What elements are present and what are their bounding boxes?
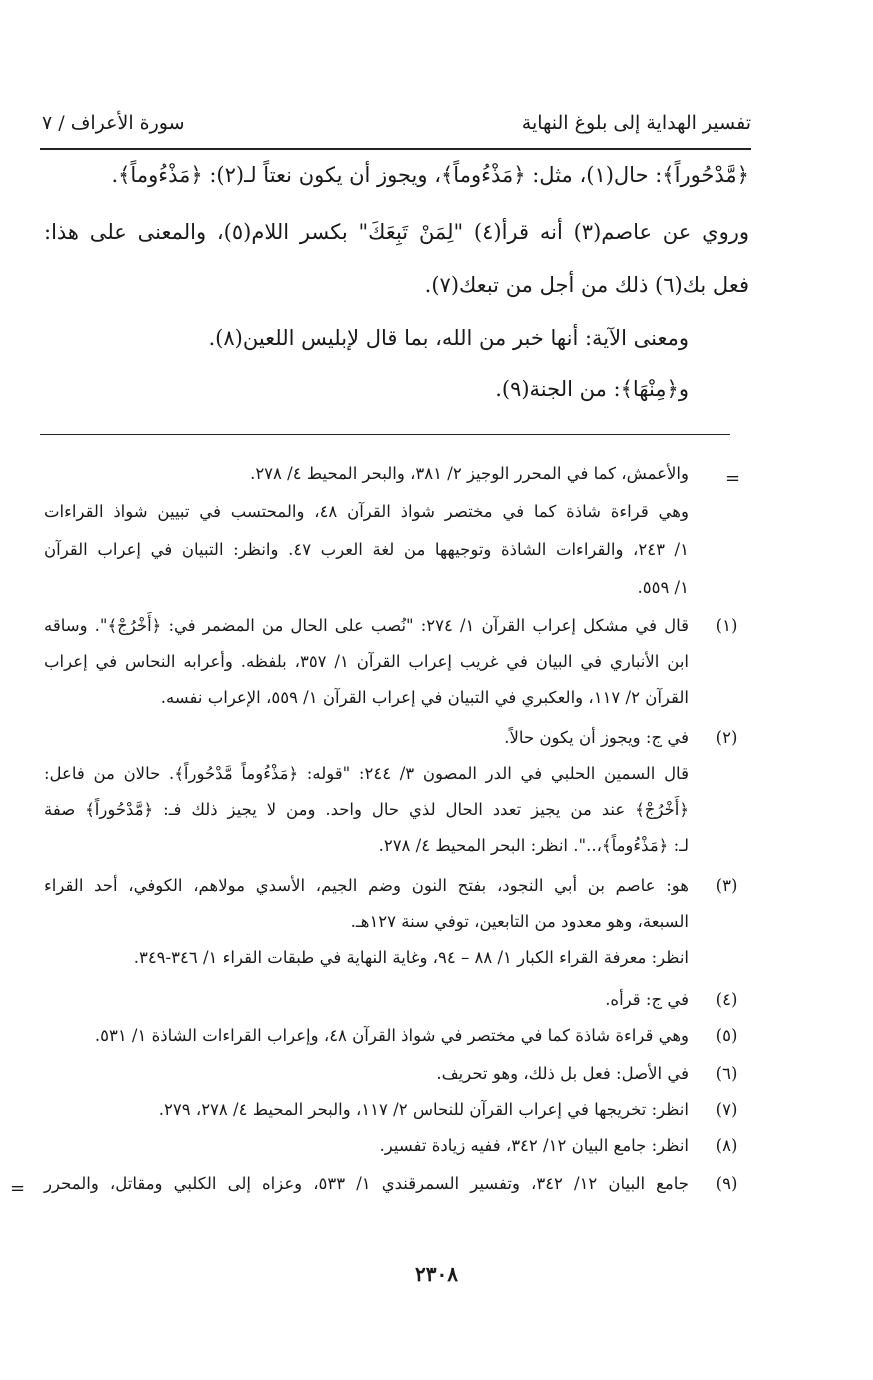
footnote-number: (٦) [715, 1064, 738, 1083]
footnote-line: في الأصل: فعل بل ذلك، وهو تحريف. [436, 1064, 689, 1083]
footnote-line: ﴿أَخْرُجْ﴾ عند من يجيز تعدد الحال لذي حال واحد. ومن لا يجيز ذلك فـ: ﴿مَّدْحُوراً﴾ صفة [44, 800, 689, 819]
footnote-separator [40, 434, 730, 435]
footnote-line: في ج: قرأه. [605, 990, 689, 1009]
continuation-mark: = [725, 468, 741, 489]
book-title: تفسير الهداية إلى بلوغ النهاية [521, 112, 751, 134]
footnote-line: وهي قراءة شاذة كما في مختصر في شواذ القرآن ٤٨، وإعراب القراءات الشاذة ١/ ٥٣١. [94, 1026, 689, 1045]
footnote-line: والأعمش، كما في المحرر الوجيز ٢/ ٣٨١، والبحر المحيط ٤/ ٢٧٨. [250, 464, 689, 483]
footnote-line: انظر: جامع البيان ١٢/ ٣٤٢، ففيه زيادة تفسير. [379, 1136, 689, 1155]
footnote-number: (٣) [715, 876, 738, 895]
continuation-mark: = [10, 1178, 26, 1199]
footnote-line: ابن الأنباري في البيان في غريب إعراب القرآن ١/ ٣٥٧، بلفظه. وأعرابه النحاس في إعراب [44, 652, 689, 671]
footnote-number: (١) [715, 616, 738, 635]
footnote-number: (٥) [715, 1026, 738, 1045]
footnote-line: ١/ ٢٤٣، والقراءات الشاذة وتوجيهها من لغة العرب ٤٧. وانظر: التبيان في إعراب القرآن [44, 540, 689, 559]
footnote-line: وهي قراءة شاذة كما في مختصر شواذ القرآن ٤٨، والمحتسب في تبيين شواذ القراءات [44, 502, 689, 521]
main-line: وروي عن عاصم(٣) أنه قرأ(٤) "لِمَنْ تَبِعَكَ" بكسر اللام(٥)، والمعنى على هذا: [44, 220, 749, 244]
running-header [42, 98, 751, 134]
footnote-number: (٢) [715, 728, 738, 747]
footnote-number: (٧) [715, 1100, 738, 1119]
footnote-line: انظر: تخريجها في إعراب القرآن للنحاس ٢/ ١١٧، والبحر المحيط ٤/ ٢٧٨، ٢٧٩. [158, 1100, 689, 1119]
main-line: فعل بك(٦) ذلك من أجل من تبعك(٧). [424, 273, 749, 297]
surah-label: سورة الأعراف / ٧ [42, 112, 185, 134]
footnote-number: (٩) [715, 1174, 738, 1193]
footnote-line: لـ: ﴿مَذْءُوماً﴾،..". انظر: البحر المحيط ٤/ ٢٧٨. [378, 836, 689, 855]
header-rule [40, 148, 751, 150]
footnote-line: قال في مشكل إعراب القرآن ١/ ٢٧٤: "نُصب على الحال من المضمر في: ﴿أَخْرُجْ﴾". وساقه [44, 616, 689, 635]
main-line: ومعنى الآية: أنها خبر من الله، بما قال لإبليس اللعين(٨). [208, 326, 689, 350]
footnote-number: (٨) [715, 1136, 738, 1155]
footnote-line: السبعة، وهو معدود من التابعين، توفي سنة ١٢٧هـ. [350, 912, 689, 931]
footnote-line: انظر: معرفة القراء الكبار ١/ ٨٨ – ٩٤، وغاية النهاية في طبقات القراء ١/ ٣٤٦-٣٤٩. [133, 948, 689, 967]
footnote-line: القرآن ٢/ ١١٧، والعكبري في التبيان في إعراب القرآن ١/ ٥٥٩، الإعراب نفسه. [160, 688, 689, 707]
page-number: ٢٣٠٨ [415, 1262, 458, 1286]
footnote-line: هو: عاصم بن أبي النجود، بفتح النون وضم الجيم، الأسدي مولاهم، الكوفي، أحد القراء [44, 876, 689, 895]
main-line: ﴿مَّدْحُوراً﴾: حال(١)، مثل: ﴿مَذْءُوماً﴾، ويجوز أن يكون نعتاً لـ(٢): ﴿مَذْءُوماً﴾. [111, 163, 749, 187]
footnote-line: ١/ ٥٥٩. [637, 578, 689, 597]
footnote-line: في ج: ويجوز أن يكون حالاً. [504, 728, 689, 747]
main-line: و﴿مِنْهَا﴾: من الجنة(٩). [495, 377, 689, 401]
footnote-line: قال السمين الحلبي في الدر المصون ٣/ ٢٤٤: "قوله: ﴿مَذْءُوماً مَّدْحُوراً﴾. حالان من فاعل: [44, 764, 689, 783]
footnote-line: جامع البيان ١٢/ ٣٤٢، وتفسير السمرقندي ١/ ٥٣٣، وعزاه إلى الكلبي ومقاتل، والمحرر [44, 1174, 689, 1193]
footnote-number: (٤) [715, 990, 738, 1009]
